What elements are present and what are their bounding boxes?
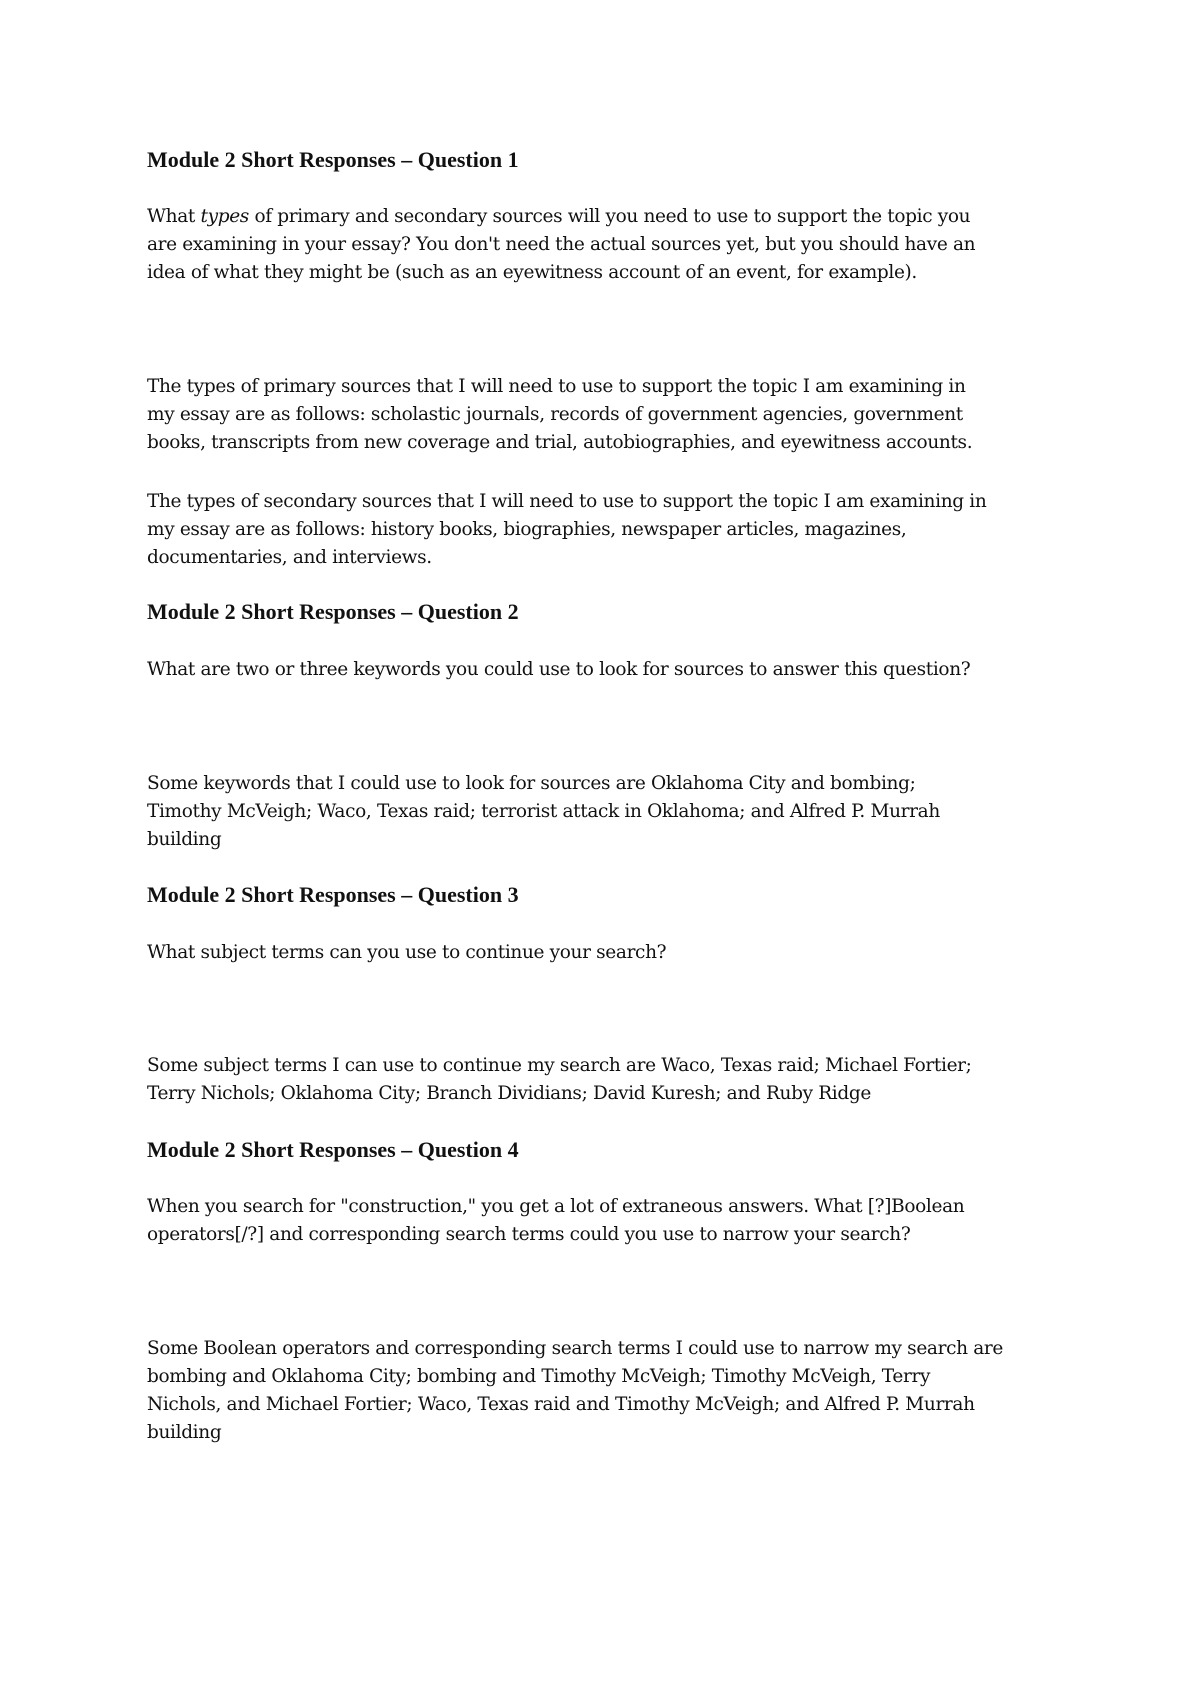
question-1-prompt-line-1 — [147, 203, 975, 231]
answer-line: Terry Nichols; Oklahoma City; Branch Dividians; David Kuresh; and Ruby Ridge — [147, 1083, 871, 1104]
prompt-line: When you search for "construction," you get a lot of extraneous answers. What [?]Boolean — [147, 1196, 965, 1217]
answer-line: Nichols, and Michael Fortier; Waco, Texas raid and Timothy McVeigh; and Alfred P. Murrah — [147, 1394, 975, 1415]
answer-line: The types of primary sources that I will need to use to support the topic I am examining in — [147, 376, 966, 397]
answer-line: books, transcripts from new coverage and trial, autobiographies, and eyewitness accounts. — [147, 432, 973, 453]
document-page — [147, 0, 1067, 1698]
answer-line: Some keywords that I could use to look for sources are Oklahoma City and bombing; — [147, 773, 916, 794]
prompt-emphasis: types — [200, 206, 249, 227]
question-3-heading: Module 2 Short Responses – Question 3 — [147, 882, 519, 907]
question-1-prompt-line-3: idea of what they might be (such as an eyewitness account of an event, for example). — [147, 262, 917, 283]
prompt-text: of primary and secondary sources will you need to use to support the topic you — [248, 206, 971, 227]
answer-line: building — [147, 1422, 222, 1443]
question-1-answer-primary — [147, 373, 972, 457]
question-1-prompt — [147, 203, 975, 287]
answer-line: my essay are as follows: history books, biographies, newspaper articles, magazines, — [147, 519, 907, 540]
question-1-heading: Module 2 Short Responses – Question 1 — [147, 147, 519, 172]
answer-line: bombing and Oklahoma City; bombing and Timothy McVeigh; Timothy McVeigh, Terry — [147, 1366, 931, 1387]
answer-line: my essay are as follows: scholastic journals, records of government agencies, government — [147, 404, 963, 425]
answer-line: Some Boolean operators and corresponding search terms I could use to narrow my search are — [147, 1338, 1003, 1359]
answer-line: Timothy McVeigh; Waco, Texas raid; terrorist attack in Oklahoma; and Alfred P. Murrah — [147, 801, 940, 822]
question-3-prompt — [147, 939, 666, 967]
prompt-line: What subject terms can you use to continue your search? — [147, 942, 667, 963]
answer-line: building — [147, 829, 222, 850]
question-3-answer — [147, 1052, 972, 1108]
prompt-line: What are two or three keywords you could use to look for sources to answer this question? — [147, 659, 971, 680]
answer-line: Some subject terms I can use to continue my search are Waco, Texas raid; Michael Fortier; — [147, 1055, 972, 1076]
answer-line: The types of secondary sources that I will need to use to support the topic I am examining in — [147, 491, 987, 512]
prompt-line: operators[/?] and corresponding search terms could you use to narrow your search? — [147, 1224, 911, 1245]
prompt-text: What — [147, 206, 201, 227]
question-1-prompt-line-2: are examining in your essay? You don't need the actual sources yet, but you should have an — [147, 234, 976, 255]
question-1-answer-secondary — [147, 488, 986, 572]
question-2-heading: Module 2 Short Responses – Question 2 — [147, 599, 519, 624]
answer-line: documentaries, and interviews. — [147, 547, 432, 568]
question-4-heading: Module 2 Short Responses – Question 4 — [147, 1137, 519, 1162]
question-4-prompt — [147, 1193, 964, 1249]
question-2-answer — [147, 770, 940, 854]
question-4-answer — [147, 1335, 1003, 1447]
question-2-prompt — [147, 656, 970, 684]
